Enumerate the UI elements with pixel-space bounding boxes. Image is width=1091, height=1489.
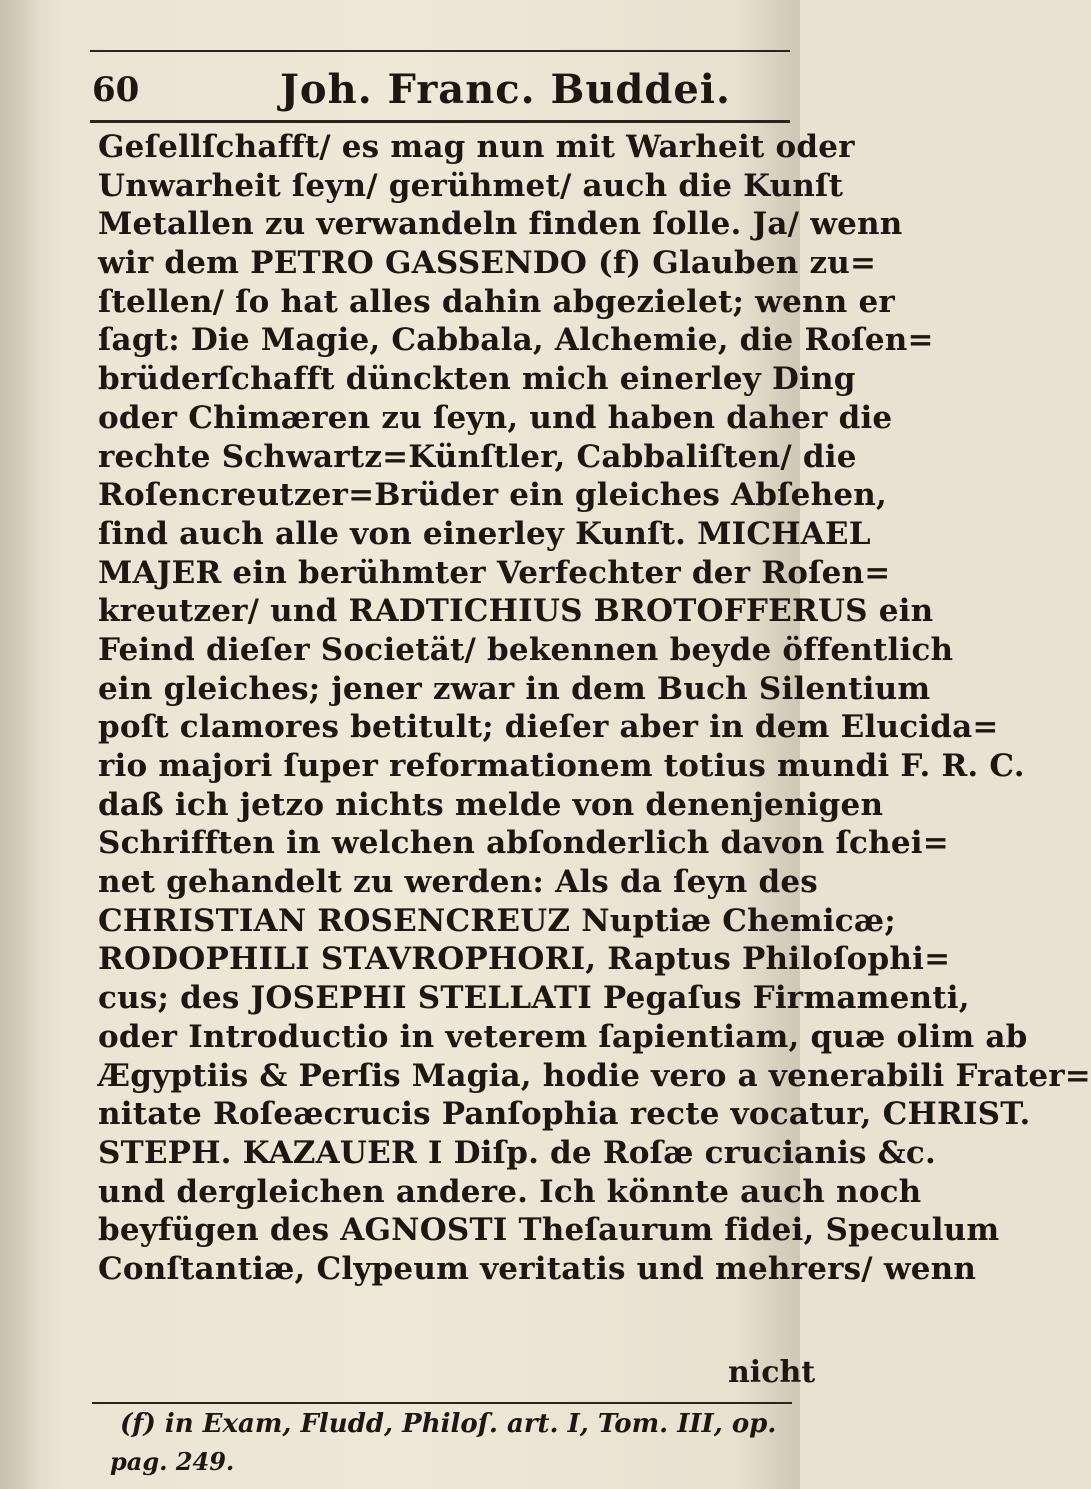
text-line: Unwarheit ſeyn/ gerühmet/ auch die Kunſt: [98, 167, 844, 204]
catchword: nicht: [728, 1355, 816, 1390]
text-line: net gehandelt zu werden: Als da ſeyn des: [98, 864, 818, 901]
page-header: [92, 66, 792, 114]
text-line: rio majori ſuper reformationem totius mundi F. R. C.: [98, 748, 1025, 784]
top-rule: [90, 50, 790, 52]
text-line: Ægyptiis & Perſis Magia, hodie vero a venerabili Frater=: [98, 1057, 1091, 1094]
footnote-rule: [92, 1402, 792, 1404]
footnote-line: (f) in Exam, Fludd, Philoſ. art. I, Tom. III, op.: [120, 1409, 777, 1439]
body-text: [98, 128, 1091, 1289]
text-line: cus; des JOSEPHI STELLATI Pegaſus Firmamenti,: [98, 980, 970, 1017]
text-line: oder Introductio in veterem ſapientiam, quæ olim ab: [98, 1018, 1028, 1055]
text-line: ein gleiches; jener zwar in dem Buch Silentium: [98, 670, 931, 707]
text-line: oder Chimæren zu ſeyn, und haben daher die: [98, 399, 893, 436]
text-line: Roſencreutzer=Brüder ein gleiches Abſehen,: [98, 477, 888, 514]
header-rule: [90, 120, 790, 123]
text-line: Schrifften in welchen abſonderlich davon ſchei=: [98, 825, 949, 862]
text-line: beyfügen des AGNOSTI Theſaurum fidei, Speculum: [98, 1212, 1000, 1249]
text-line: RODOPHILI STAVROPHORI, Raptus Philoſophi=: [98, 941, 951, 978]
text-line: brüderſchafft dünckten mich einerley Ding: [98, 361, 856, 398]
text-line: ſind auch alle von einerley Kunſt. MICHAEL: [98, 515, 871, 552]
text-line: MAJER ein berühmter Verfechter der Roſen=: [98, 554, 891, 591]
text-line: ſagt: Die Magie, Cabbala, Alchemie, die Roſen=: [98, 322, 934, 359]
text-line: Feind dieſer Societät/ bekennen beyde öffentlich: [98, 631, 954, 668]
footnote-line: pag. 249.: [110, 1447, 235, 1476]
running-head: Joh. Franc. Buddei.: [280, 66, 731, 113]
page-number: 60: [92, 70, 140, 110]
text-line: STEPH. KAZAUER I Diſp. de Roſæ crucianis &c.: [98, 1134, 936, 1171]
text-line: CHRISTIAN ROSENCREUZ Nuptiæ Chemicæ;: [98, 902, 896, 939]
text-line: rechte Schwartz=Künſtler, Cabbaliſten/ die: [98, 438, 857, 475]
text-line: daß ich jetzo nichts melde von denenjenigen: [98, 786, 884, 823]
footnote: [110, 1405, 800, 1481]
text-line: poſt clamores betitult; dieſer aber in dem Elucida=: [98, 709, 999, 746]
text-line: Geſellſchafft/ es mag nun mit Warheit oder: [98, 129, 855, 165]
text-line: nitate Roſeæcrucis Panſophia recte vocatur, CHRIST.: [98, 1096, 1031, 1133]
text-line: Metallen zu verwandeln finden ſolle. Ja/ wenn: [98, 206, 903, 243]
text-line: Conſtantiæ, Clypeum veritatis und mehrers/ wenn: [98, 1250, 977, 1287]
text-line: und dergleichen andere. Ich könnte auch noch: [98, 1173, 922, 1210]
text-line: kreutzer/ und RADTICHIUS BROTOFFERUS ein: [98, 593, 934, 630]
page-gutter: [0, 0, 40, 1489]
text-line: wir dem PETRO GASSENDO (f) Glauben zu=: [98, 245, 877, 282]
text-line: ſtellen/ ſo hat alles dahin abgezielet; wenn er: [98, 283, 895, 320]
